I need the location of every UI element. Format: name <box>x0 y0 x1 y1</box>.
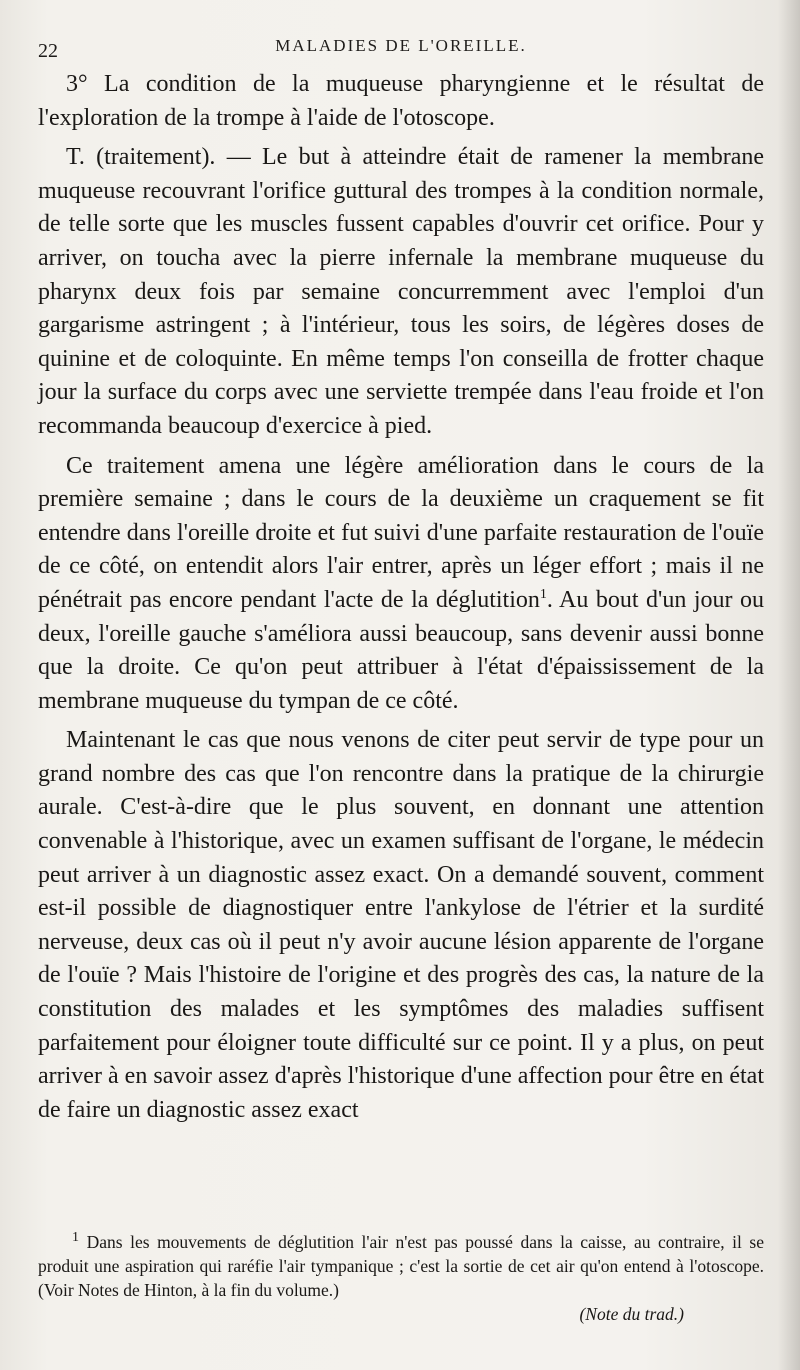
paragraph-4: Maintenant le cas que nous venons de citer peut servir de type pour un grand nombre des cas que l'on rencontre dans la pratique de la chirurgie aurale. C'est-à-dire que le plus souvent, en donnant une attention convenable à l'historique, avec un examen suffisant de l'organe, le médecin peut arriver à un diagnostic assez exact. On a demandé souvent, comment est-il possible de diagnostiquer entre l'ankylose de l'étrier et la surdité nerveuse, deux cas où il peut n'y avoir aucune lésion apparente de l'organe de l'ouïe ? Mais l'histoire de l'origine et des progrès des cas, la nature de la constitution des malades et les symptômes des maladies suffisent parfaitement pour éloigner toute difficulté sur ce point. Il y a plus, on peut arriver à en savoir assez d'après l'historique d'une affection pour être en état de faire un diagnostic assez exact <box>38 727 764 1123</box>
footnote-marker: 1 <box>72 1230 79 1246</box>
footnote-reference: 1 <box>539 586 547 602</box>
page-number: 22 <box>38 40 58 62</box>
paragraph-3-part-1: Ce traitement amena une légère amélioration dans le cours de la première semaine ; dans le cours de la deuxième un craquement se fit entendre dans l'oreille droite et fut suivi d'une parfaite restauration de l'ouïe de ce côté, on entendit alors l'air entrer, après un léger effort ; mais il ne pénétrait pas encore pendant l'acte de la déglutition <box>38 452 764 613</box>
paragraph-1: 3° La condition de la muqueuse pharyngienne et le résultat de l'exploration de la trompe à l'aide de l'otoscope. <box>38 71 764 131</box>
page-edge-shadow <box>778 0 800 1370</box>
paragraph-3-part-2: . Au bout d'un jour ou deux, l'oreille gauche s'améliora aussi beaucoup, sans devenir aussi bonne que la droite. Ce qu'on peut attribuer à l'état d'épaississement de la membrane muqueuse du tympan de ce côté. <box>38 586 764 714</box>
running-title: MALADIES DE L'OREILLE. <box>275 36 527 55</box>
footnotes <box>38 1230 764 1326</box>
page-header <box>38 30 764 60</box>
footnote <box>38 1230 764 1326</box>
paragraph-2: T. (traitement). — Le but à atteindre était de ramener la membrane muqueuse recouvrant l'orifice guttural des trompes à la condition normale, de telle sorte que les muscles fussent capables d'ouvrir cet orifice. Pour y arriver, on toucha avec la pierre infernale la membrane muqueuse du pharynx deux fois par semaine concurremment avec l'emploi d'un gargarisme astringent ; à l'intérieur, tous les soirs, de légères doses de quinine et de coloquinte. En même temps l'on conseilla de frotter chaque jour la surface du corps avec une serviette trempée dans l'eau froide et l'on recommanda beaucoup d'exercice à pied. <box>38 144 764 439</box>
footnote-attribution: (Note du trad.) <box>579 1304 684 1324</box>
body-text <box>38 68 764 1127</box>
footnote-text: Dans les mouvements de déglutition l'air n'est pas poussé dans la caisse, au contraire, il se produit une aspiration qui raréfie l'air tympanique ; c'est la sortie de cet air qu'on entend à l'otoscope. (Voir Notes de Hinton, à la fin du volume.) <box>38 1232 764 1300</box>
paragraph-3 <box>38 450 764 719</box>
